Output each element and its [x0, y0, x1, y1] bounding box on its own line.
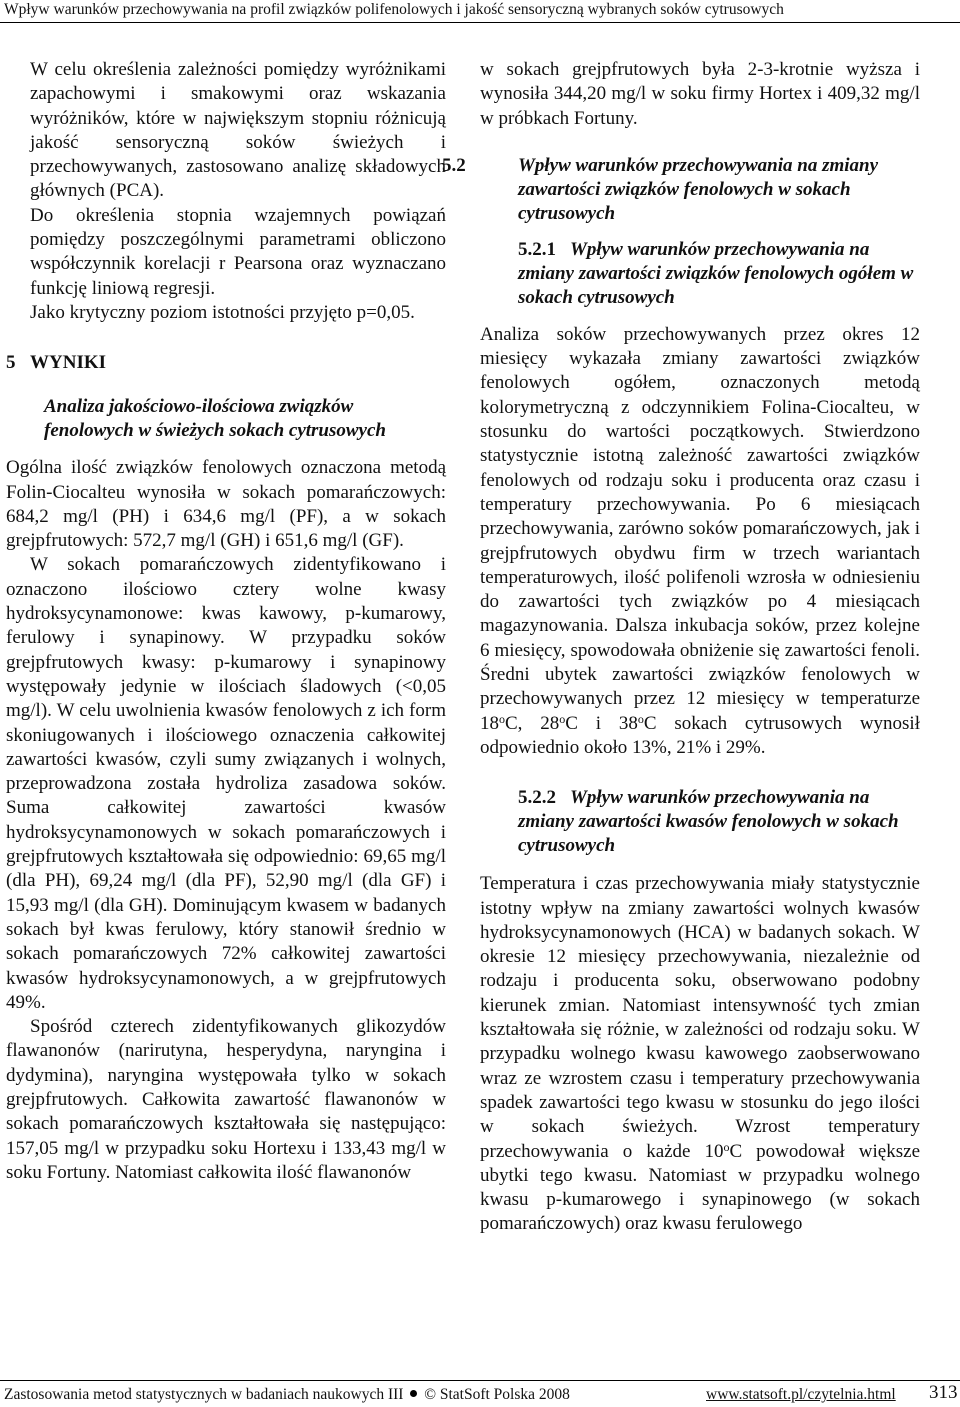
paragraph	[480, 872, 920, 1236]
right-column	[442, 58, 921, 1237]
paragraph-text: C, 28	[505, 712, 560, 734]
subsection-number: 5.2.2	[518, 787, 556, 809]
section-number: 5	[6, 352, 16, 374]
list-text: W celu określenia zależności pomiędzy wyróżnikami zapachowymi i smakowymi oraz wskazania wyróżników, które w największym stopniu różnicują jakość sensoryczną soków świeżych i przechowywanych, zastosowano analizę składowych głównych (PCA).	[30, 59, 446, 202]
footer-copyright: © StatSoft Polska 2008	[424, 1386, 570, 1403]
paragraph: Ogólna ilość związków fenolowych oznaczona metodą Folin-Ciocalteu wynosiła w sokach pomarańczowych: 684,2 mg/l (PH) i 634,6 mg/l (PF), a w sokach grejpfrutowych: 572,7 mg/l (GH) i 651,6 mg/l (GF).	[6, 457, 446, 552]
paragraph-text: Analiza soków przechowywanych przez okres 12 miesięcy wykazała zmiany zawartości związków fenolowych ogółem, oznaczonych metodą kolorymetryczną z odczynnikiem Folina-Ciocalteu, w stosunku do wartości początkowych. Stwierdzono statystycznie istotną zależność zawartości związków fenolowych od rodzaju soku i producenta oraz czasu i temperatury przechowywania. Po 6 miesiącach przechowywania, zarówno soków pomarańczowych, jak i grejpfrutowych obydwu firm w trzech wariantach temperaturowych, ilość polifenoli wzrosła w odniesieniu do zawartości tych związków po 4 miesiącach magazynowania. Dalsza inkubacja soków, przez kolejne 6 miesięcy, spowodowała obniżenie się zawartości fenoli. Średni ubytek zawartości związków fenolowych w przechowywanych przez 12 miesięcy w temperaturze 18	[480, 323, 920, 734]
footer-title: Zastosowania metod statystycznych w badaniach naukowych III	[4, 1386, 404, 1403]
subsection-heading-5-2-1	[480, 238, 920, 310]
subsection-heading-5-1	[6, 395, 446, 443]
list-number	[6, 204, 30, 228]
subsection-number: 5.2	[442, 154, 466, 176]
subsection-title: Wpływ warunków przechowywania na zmiany zawartości związków fenolowych w sokach cytrusowych	[518, 154, 879, 224]
paragraph: W sokach pomarańczowych zidentyfikowano i oznaczono ilościowo cztery wolne kwasy hydroksycynamonowe: kwas kawowy, p-kumarowy, ferulowy i synapinowy. W przypadku soków grejpfrutowych kwasy: p-kumarowy i synapinowy występowały jedynie w ilościach śladowych (<0,05 mg/l). W celu uwolnienia kwasów fenolowych z ich form skoniugowanych i ilościowego oznaczenia całkowitej zawartości kwasów, czyli sumy związanych i wolnych, przeprowadzona została hydroliza zasadowa soków. Suma całkowitej zawartości kwasów hydroksycynamonowych w sokach pomarańczowych i grejpfrutowych kształtowała się odpowiednio: 69,65 mg/l (dla PH), 69,24 mg/l (dla PF), 52,90 mg/l (dla GF) i 15,93 mg/l (dla GH). Dominującym kwasem w badanych sokach był kwas ferulowy, który stanowił średnio w sokach pomarańczowych 72% całkowitej zawartości kwasów hydroksycynamonowych, a w grejpfrutowych 49%.	[6, 554, 446, 1013]
section-title: WYNIKI	[30, 352, 107, 374]
paragraph: w sokach grejpfrutowych była 2-3-krotnie wyższa i wynosiła 344,20 mg/l w soku firmy Hortex i 409,32 mg/l w próbkach Fortuny.	[480, 59, 920, 129]
paragraph-text: C powodował większe ubytki tego kwasu. Natomiast w przypadku wolnego kwasu p-kumarowego i synapinowego (w sokach pomarańczowych) oraz kwasu ferulowego	[480, 1140, 921, 1235]
subsection-heading-5-2-2	[480, 786, 920, 858]
degree-sup: o	[499, 711, 505, 726]
bullet-icon	[410, 1390, 417, 1397]
list-item-3	[6, 58, 446, 204]
list-number	[6, 301, 30, 325]
list-text: Do określenia stopnia wzajemnych powiązań pomiędzy poszczególnymi parametrami obliczono współczynnik korelacji r Pearsona oraz wyznaczano funkcję liniową regresji.	[30, 204, 446, 299]
degree-sup: o	[559, 711, 566, 726]
subsection-title: Wpływ warunków przechowywania na zmiany zawartości kwasów fenolowych w sokach cytrusowych	[518, 787, 899, 857]
list-text: Jako krytyczny poziom istotności przyjęto p=0,05.	[30, 301, 415, 323]
left-column	[6, 58, 446, 1185]
subsection-title: Analiza jakościowo-ilościowa związków fenolowych w świeżych sokach cytrusowych	[44, 396, 386, 442]
subsection-heading-5-2	[442, 154, 920, 226]
subsection-title: Wpływ warunków przechowywania na zmiany zawartości związków fenolowych ogółem w sokach cytrusowych	[518, 238, 914, 308]
page-number: 313	[929, 1382, 958, 1403]
subsection-number: 5.2.1	[518, 238, 556, 260]
degree-sup: o	[637, 711, 644, 726]
paragraph-text: Temperatura i czas przechowywania miały statystycznie istotny wpływ na zmiany zawartości wolnych kwasów hydroksycynamonowych (HCA) w badanych sokach. W okresie 12 miesięcy przechowywania, niezależnie od rodzaju i producenta soku, obserwowano podobny kierunek zmian. Natomiast intensywność tych zmian kształtowała się różnie, w zależności od rodzaju soku. W przypadku wolnego kwasu kawowego zaobserwowano wraz ze wzrostem czasu i temperatury przechowywania spadek zawartości tego kwasu w stosunku do jego ilości w sokach świeżych. Wzrost temperatury przechowywania o każde 10	[480, 873, 920, 1162]
list-number	[6, 58, 30, 82]
paragraph	[480, 323, 920, 760]
footer-link[interactable]: www.statsoft.pl/czytelnia.html	[706, 1386, 896, 1403]
page-footer	[0, 1380, 960, 1405]
list-item-4	[6, 204, 446, 301]
paragraph-text: C sokach cytrusowych wynosił odpowiednio około 13%, 21% i 29%.	[480, 712, 920, 758]
section-heading	[6, 351, 446, 375]
subsection-number	[6, 395, 44, 419]
paragraph-text: C i 38	[565, 712, 638, 734]
list-item-5	[6, 301, 446, 325]
footer-text	[4, 1383, 570, 1407]
running-header: Wpływ warunków przechowywania na profil związków polifenolowych i jakość sensoryczną wybranych soków cytrusowych	[0, 0, 960, 23]
paragraph: Spośród czterech zidentyfikowanych glikozydów flawanonów (narirutyna, hesperydyna, naryngina i dydymina), naryngina występowała tylko w sokach grejpfrutowych. Całkowita zawartość flawanonów w sokach pomarańczowych kształtowała się następująco: 157,05 mg/l w przypadku soku Hortexu i 133,43 mg/l w soku Fortuny. Natomiast całkowita ilość flawanonów	[6, 1016, 446, 1183]
degree-sup: o	[723, 1139, 730, 1154]
